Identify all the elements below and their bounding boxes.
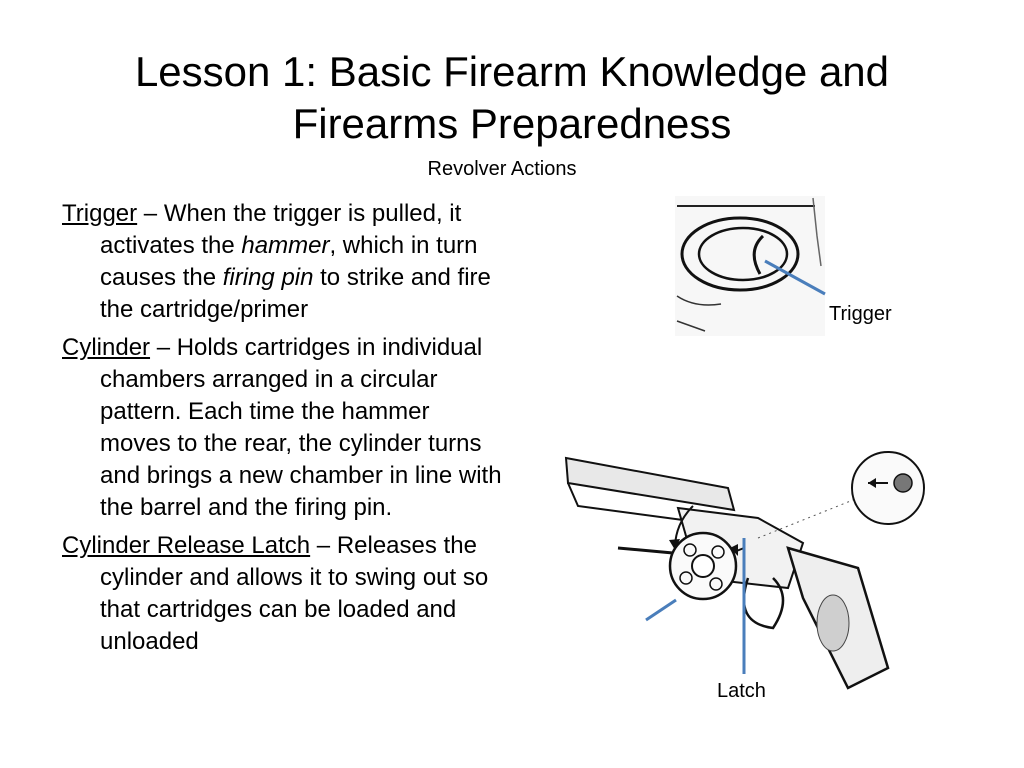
cylinder-text: – Holds cartridges in individual chambers arranged in a circular pattern. Each time the hammer moves to the rear, the cylinder turns and brings a new chamber in line with the barrel and the firing pin. — [100, 334, 502, 521]
revolver-drawing — [558, 438, 938, 718]
hammer-emphasis: hammer — [241, 232, 330, 259]
latch-paragraph — [62, 530, 502, 658]
latch-term: Cylinder Release Latch — [62, 532, 311, 559]
latch-callout-label: Latch — [717, 680, 766, 702]
slide-subtitle: Revolver Actions — [427, 158, 577, 180]
trigger-guard-illustration — [675, 196, 825, 336]
body-text — [62, 198, 502, 664]
trigger-paragraph — [62, 198, 502, 326]
cylinder-callout-line — [646, 600, 676, 620]
revolver-illustration — [558, 438, 938, 718]
firing-pin-emphasis: firing pin — [222, 264, 314, 291]
trigger-term: Trigger — [62, 200, 138, 227]
trigger-text-c: to strike and fire the cartridge/primer — [100, 264, 491, 323]
trigger-guard-drawing — [675, 196, 825, 336]
slide-title: Lesson 1: Basic Firearm Knowledge and Firearms Preparedness — [134, 48, 890, 147]
cylinder-term: Cylinder — [62, 334, 151, 361]
cylinder-paragraph — [62, 332, 502, 524]
trigger-text-a: – When the trigger is pulled, it activates the — [100, 200, 462, 259]
trigger-text-b: , which in turn causes the — [100, 232, 478, 291]
trigger-callout-label: Trigger — [829, 303, 892, 325]
latch-text: – Releases the cylinder and allows it to swing out so that cartridges can be loaded and unloaded — [100, 532, 489, 655]
